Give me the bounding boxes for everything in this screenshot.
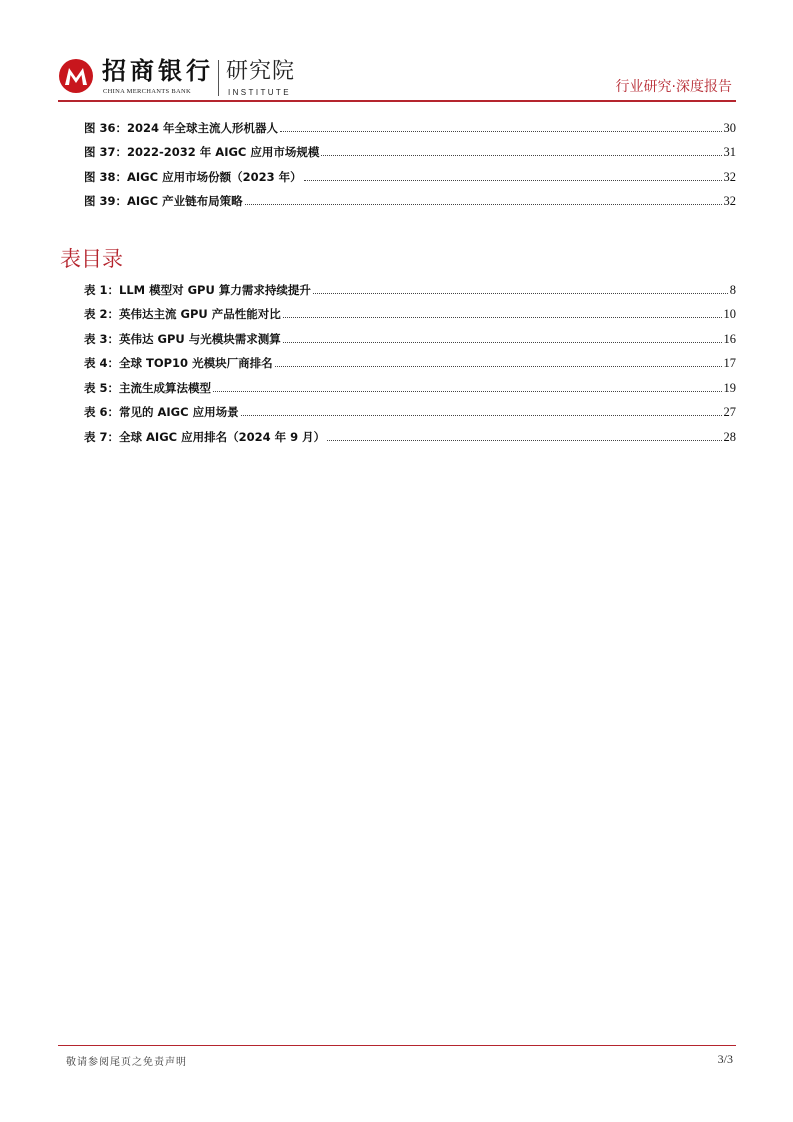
toc-page-number: 31 [723,145,736,159]
toc-leader-dots [283,341,722,343]
toc-entry-label: 表 4：全球 TOP10 光模块厂商排名 [84,356,273,370]
footer-disclaimer: 敬请参阅尾页之免责声明 [66,1057,187,1068]
cmb-logo-icon [58,58,94,94]
toc-page-number: 28 [723,429,736,444]
toc-entry-label: 图 39：AIGC 产业链布局策略 [84,194,243,208]
toc-page-number: 19 [723,380,736,395]
toc-entry-label: 图 38：AIGC 应用市场份额（2023 年） [84,169,302,184]
toc-row[interactable] [84,184,736,209]
toc-page-number: 8 [729,282,736,297]
toc-page-number: 30 [723,120,736,135]
toc-entry-label: 表 1：LLM 模型对 GPU 算力需求持续提升 [84,282,311,297]
toc-leader-dots [213,390,721,392]
bank-name-cn: 招商银行 [102,56,214,85]
bank-name-en: CHINA MERCHANTS BANK [103,88,191,95]
toc-row[interactable] [84,395,736,420]
toc-row[interactable] [84,135,736,160]
toc-row[interactable] [84,370,736,395]
toc-row[interactable] [84,346,736,371]
toc-leader-dots [304,179,722,181]
table-list [84,272,736,444]
footer-page-number: 3/3 [717,1052,733,1066]
header-rule [58,100,736,102]
toc-entry-label: 表 3：英伟达 GPU 与光模块需求测算 [84,331,281,346]
toc-leader-dots [280,130,721,132]
toc-leader-dots [327,439,721,441]
toc-page-number: 32 [723,169,736,184]
toc-page-number: 17 [723,356,736,370]
toc-entry-label: 表 2：英伟达主流 GPU 产品性能对比 [84,307,281,321]
toc-page-number: 27 [723,405,736,419]
figure-list [84,110,736,208]
toc-row[interactable] [84,297,736,322]
toc-row[interactable] [84,321,736,346]
toc-entry-label: 表 7：全球 AIGC 应用排名（2024 年 9 月） [84,429,326,444]
logo-divider [218,60,219,96]
toc-page-number: 16 [723,331,736,346]
toc-leader-dots [275,365,722,367]
toc-leader-dots [321,154,721,156]
tables-section-title: 表目录 [60,247,123,271]
institute-name-cn: 研究院 [226,59,296,84]
toc-entry-label: 图 37：2022-2032 年 AIGC 应用市场规模 [84,145,320,159]
toc-page-number: 32 [723,194,736,208]
toc-leader-dots [245,203,722,205]
toc-entry-label: 表 5：主流生成算法模型 [84,380,212,395]
institute-name-en: INSTITUTE [228,88,291,97]
toc-entry-label: 图 36：2024 年全球主流人形机器人 [84,120,279,135]
footer-rule [58,1045,736,1046]
toc-entry-label: 表 6：常见的 AIGC 应用场景 [84,405,239,419]
toc-row[interactable] [84,159,736,184]
toc-row[interactable] [84,272,736,297]
toc-leader-dots [313,292,728,294]
toc-leader-dots [283,316,722,318]
report-type: 行业研究·深度报告 [615,79,732,95]
toc-row[interactable] [84,419,736,444]
toc-leader-dots [241,414,722,416]
page-header [58,56,736,102]
toc-row[interactable] [84,110,736,135]
toc-page-number: 10 [723,307,736,321]
